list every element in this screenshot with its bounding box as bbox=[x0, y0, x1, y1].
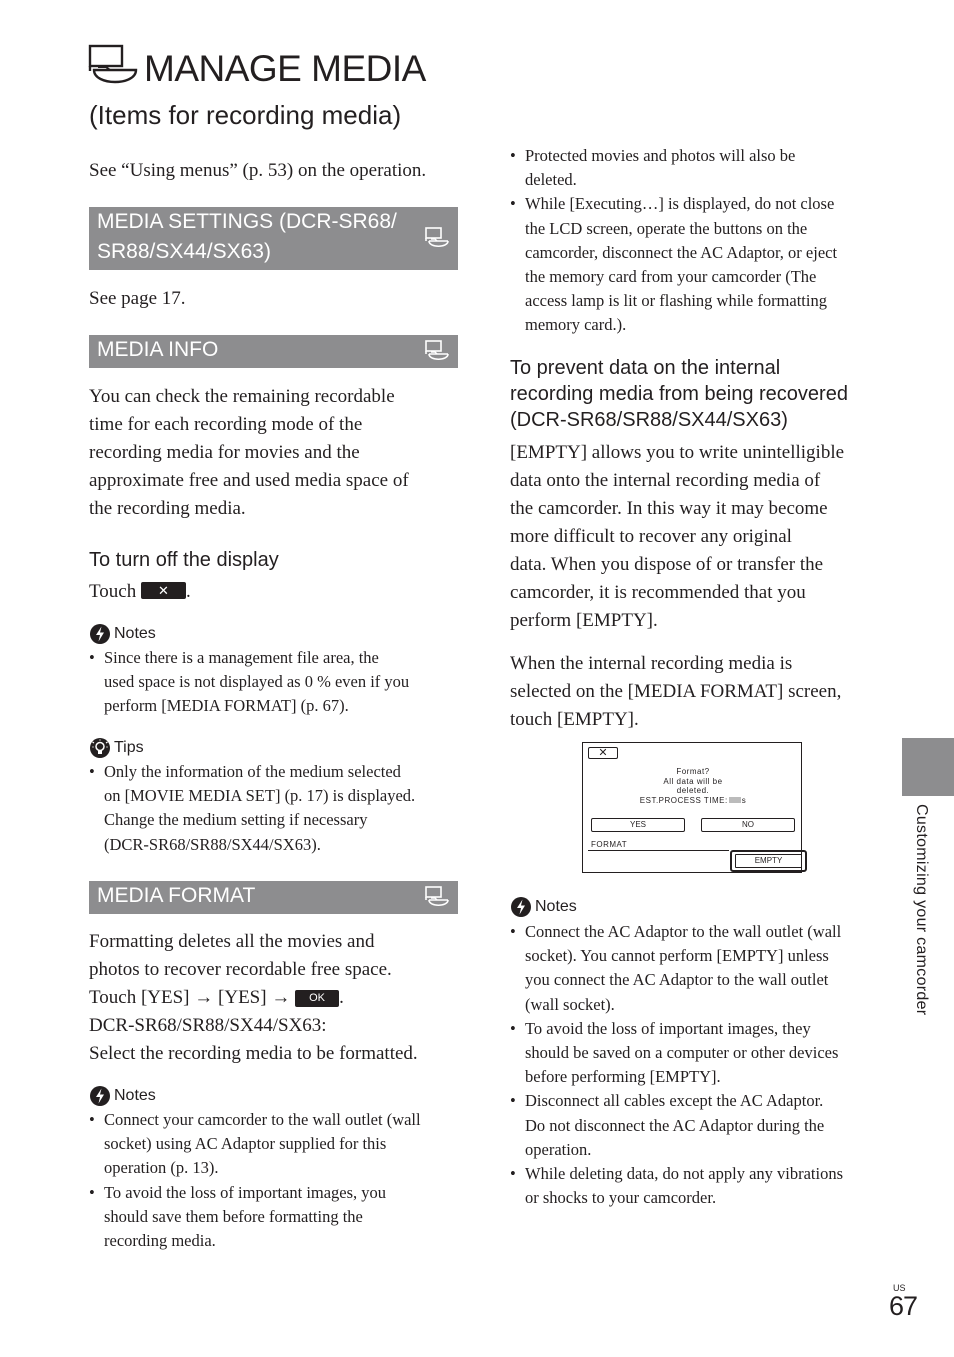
turn-off-heading: To turn off the display bbox=[89, 549, 279, 571]
empty-button[interactable]: EMPTY bbox=[735, 854, 802, 868]
touch-sequence: Touch [YES] → [YES] → OK . bbox=[89, 987, 344, 1008]
prevent-recovery-paragraph: [EMPTY] allows you to write unintelligible data onto the internal recording media of the camcorder. In this way it may become more difficult to recover any original data. When you dispose of or transfer the camcorder, it is recommended that you perform [EMPTY]. bbox=[510, 442, 845, 631]
text-line: recording media for movies and the bbox=[89, 442, 360, 463]
notes-icon bbox=[510, 896, 532, 918]
notes-list bbox=[89, 1108, 461, 1253]
section-title: MEDIA FORMAT bbox=[97, 884, 256, 907]
notes-label: Notes bbox=[114, 1087, 156, 1104]
screen-label: FORMAT bbox=[591, 840, 628, 849]
notes-list bbox=[510, 920, 890, 1210]
intro-text: See “Using menus” (p. 53) on the operation. bbox=[89, 160, 427, 181]
list-item: • To avoid the loss of important images, they should be saved on a computer or other devices before performing [EMPTY]. bbox=[510, 1017, 890, 1090]
notes-icon bbox=[89, 623, 111, 645]
chapter-tab-label: Customizing your camcorder bbox=[913, 804, 930, 1016]
arrow-right-icon: → bbox=[271, 987, 291, 1008]
tips-icon bbox=[89, 737, 111, 759]
prevent-recovery-heading: To prevent data on the internal recording media from being recovered (DCR-SR68/SR88/SX44/SX63) bbox=[510, 357, 848, 431]
tips-header bbox=[89, 736, 144, 760]
section-title-line2: SR88/SX44/SX63) bbox=[97, 240, 271, 263]
section-media-format bbox=[89, 881, 458, 914]
list-item: • Only the information of the medium selected on [MOVIE MEDIA SET] (p. 17) is displayed. Change the medium setting if necessary (DCR-SR68/SR88/SX44/SX63). bbox=[89, 760, 459, 857]
tips-list bbox=[89, 760, 459, 857]
section-media-settings bbox=[89, 207, 458, 270]
notes-icon bbox=[89, 1085, 111, 1107]
page-number: 67 bbox=[889, 1291, 918, 1321]
list-item: • Disconnect all cables except the AC Adaptor. Do not disconnect the AC Adaptor during the operation. bbox=[510, 1089, 890, 1162]
format-screen-illustration bbox=[582, 742, 802, 873]
media-manage-icon bbox=[88, 44, 138, 88]
ok-button-icon: OK bbox=[295, 990, 339, 1007]
media-manage-icon bbox=[425, 886, 452, 910]
empty-button-highlight bbox=[730, 850, 807, 872]
notes-header bbox=[89, 1084, 156, 1108]
text-line: approximate free and used media space of bbox=[89, 470, 409, 491]
text-line: Formatting deletes all the movies and bbox=[89, 931, 375, 952]
list-item: • While [Executing…] is displayed, do not close the LCD screen, operate the buttons on the camcorder, disconnect the AC Adaptor, or eject the memory card from your camcorder (The access lamp is lit or flashing while formatting memory card.). bbox=[510, 192, 882, 337]
list-item: • Protected movies and photos will also be deleted. bbox=[510, 144, 882, 192]
text: Touch bbox=[89, 581, 137, 602]
notes-label: Notes bbox=[535, 898, 577, 915]
divider bbox=[588, 850, 729, 851]
arrow-right-icon: → bbox=[194, 987, 214, 1008]
region-label: US bbox=[893, 1283, 906, 1293]
list-item: • To avoid the loss of important images, you should save them before formatting the recording media. bbox=[89, 1181, 461, 1254]
list-item: • Connect the AC Adaptor to the wall outlet (wall socket). You cannot perform [EMPTY] unless you connect the AC Adaptor to the wall outlet (wall socket). bbox=[510, 920, 890, 1017]
close-button[interactable]: ✕ bbox=[588, 747, 618, 759]
list-item: • Since there is a management file area, the used space is not displayed as 0 % even if you perform [MEDIA FORMAT] (p. 67). bbox=[89, 646, 459, 719]
notes-header bbox=[89, 622, 156, 646]
section-title: MEDIA INFO bbox=[97, 338, 219, 361]
section-media-info bbox=[89, 335, 458, 368]
tips-label: Tips bbox=[114, 739, 144, 756]
yes-button[interactable]: YES bbox=[591, 818, 685, 832]
format-notes-continued bbox=[510, 144, 882, 338]
text-line: time for each recording mode of the bbox=[89, 414, 363, 435]
text-line: the recording media. bbox=[89, 498, 246, 519]
list-item: • While deleting data, do not apply any vibrations or shocks to your camcorder. bbox=[510, 1162, 890, 1210]
notes-list bbox=[89, 646, 459, 719]
close-button-icon: ✕ bbox=[141, 582, 186, 599]
media-info-paragraph bbox=[89, 383, 459, 523]
media-manage-icon bbox=[425, 227, 452, 251]
touch-close-line bbox=[89, 578, 191, 606]
no-button[interactable]: NO bbox=[701, 818, 795, 832]
format-message: Format? All data will be deleted. EST.PROCESS TIME: s bbox=[639, 767, 747, 805]
select-empty-paragraph: When the internal recording media is selected on the [MEDIA FORMAT] screen, touch [EMPTY]. bbox=[510, 653, 842, 730]
page-subtitle: (Items for recording media) bbox=[89, 100, 402, 130]
page-title: MANAGE MEDIA bbox=[144, 48, 426, 89]
text: . bbox=[185, 581, 191, 602]
section-title-line1: MEDIA SETTINGS (DCR-SR68/ bbox=[97, 210, 397, 233]
media-manage-icon bbox=[425, 340, 452, 364]
notes-label: Notes bbox=[114, 625, 156, 642]
media-format-paragraph bbox=[89, 928, 459, 1068]
text-line: Select the recording media to be formatted. bbox=[89, 1043, 418, 1064]
notes-header bbox=[510, 895, 577, 919]
chapter-tab bbox=[902, 738, 954, 796]
text-line: You can check the remaining recordable bbox=[89, 386, 395, 407]
text-line: DCR-SR68/SR88/SX44/SX63: bbox=[89, 1015, 327, 1036]
text-line: photos to recover recordable free space. bbox=[89, 959, 392, 980]
media-settings-text: See page 17. bbox=[89, 288, 186, 309]
list-item: • Connect your camcorder to the wall outlet (wall socket) using AC Adaptor supplied for this operation (p. 13). bbox=[89, 1108, 461, 1181]
